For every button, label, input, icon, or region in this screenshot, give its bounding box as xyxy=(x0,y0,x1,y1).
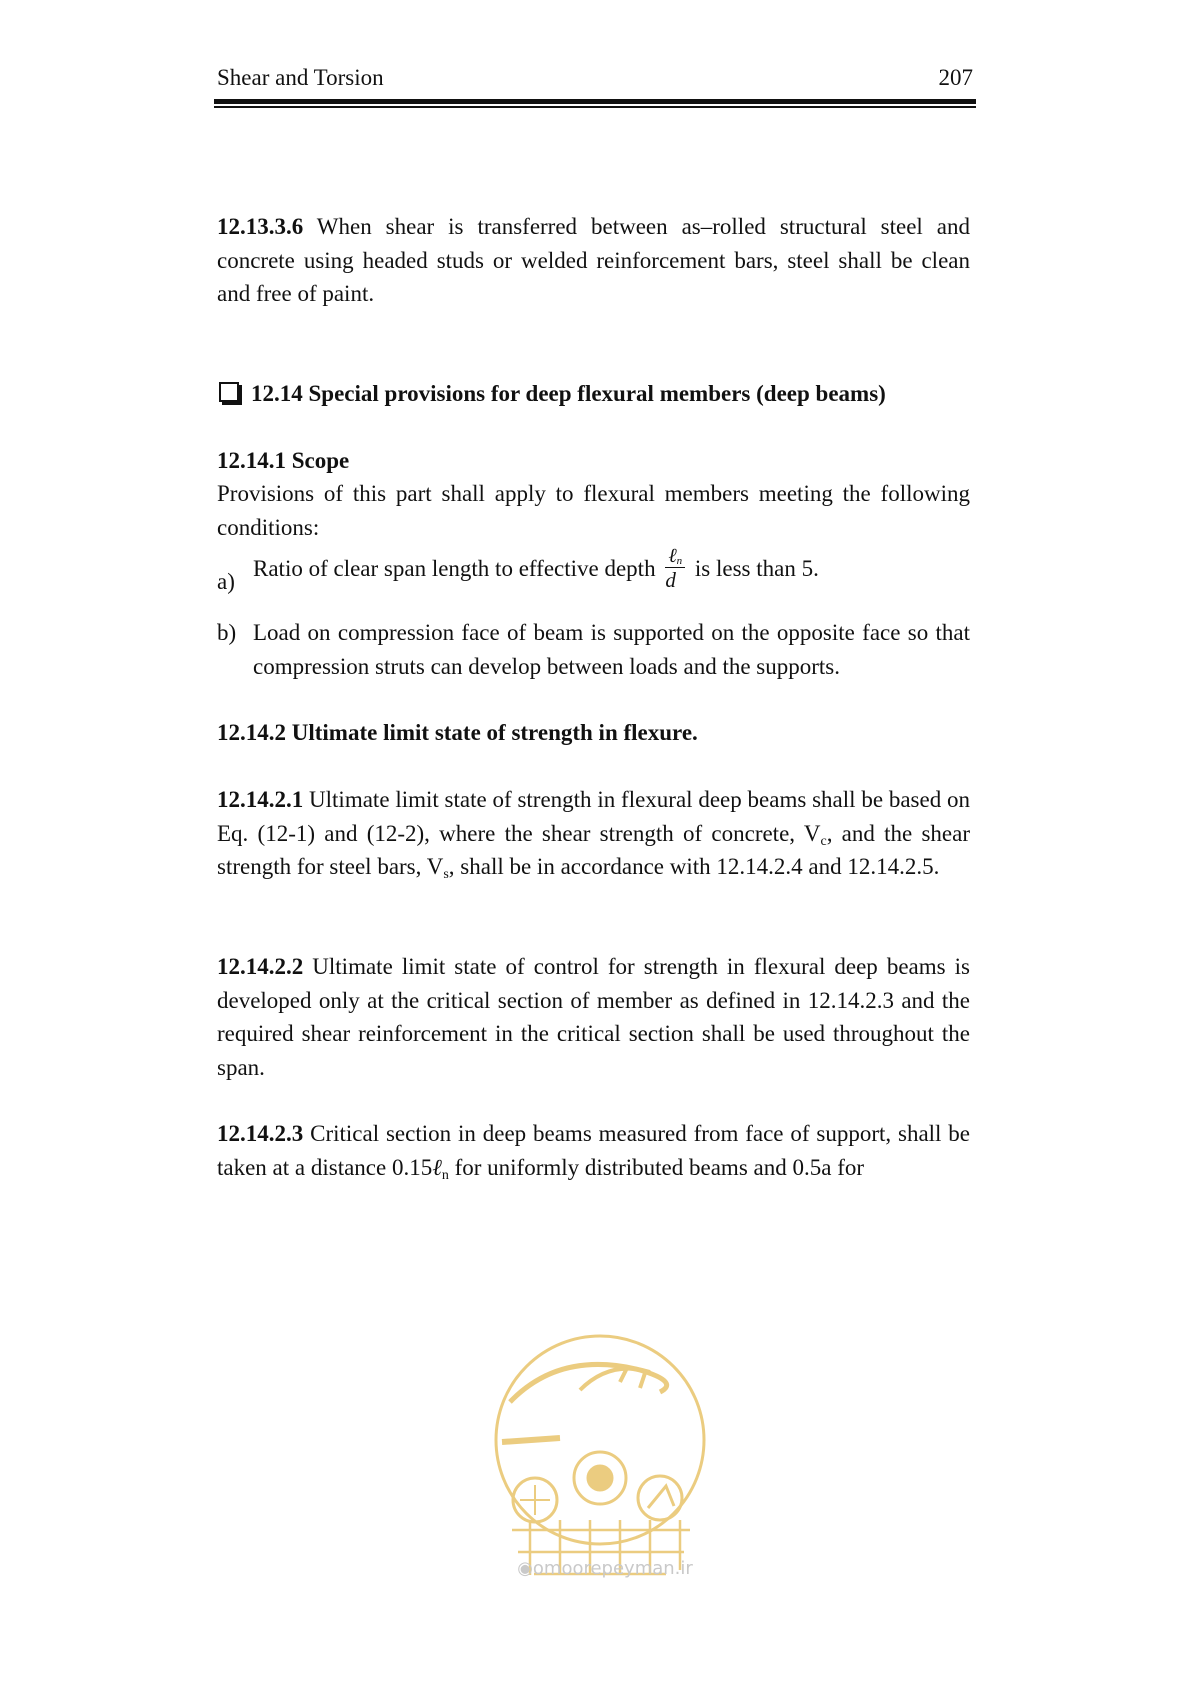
running-header xyxy=(217,64,973,100)
section-heading-12-14 xyxy=(217,377,977,410)
subsection-heading-12-14-1: 12.14.1 Scope xyxy=(217,448,350,473)
scope-intro: Provisions of this part shall apply to flexural members meeting the following conditions: xyxy=(217,481,970,540)
chapter-title: Shear and Torsion xyxy=(217,65,384,90)
globe-icon: ◉ xyxy=(517,1558,533,1579)
watermark-logo xyxy=(490,1330,710,1580)
subsection-heading-12-14-2: 12.14.2 Ultimate limit state of strength in flexure. xyxy=(217,720,698,745)
page-number: 207 xyxy=(938,65,973,90)
clause-ref: 12.14.2.1 xyxy=(217,787,304,812)
clause-ref: 12.14.2.3 xyxy=(217,1121,304,1146)
clause-ref: 12.14.2.2 xyxy=(217,954,304,979)
watermark-caption: ◉omoorepeyman.ir xyxy=(517,1558,693,1579)
list-marker: a) xyxy=(217,569,235,594)
ln-over-d-fraction xyxy=(665,545,685,592)
paragraph-12-14-2-3: 12.14.2.3 Critical section in deep beams measured from face of support, shall be taken at a distance 0.15ℓ$_n$ for uniformly distributed beams and 0.5a for xyxy=(217,1121,971,1183)
paragraph-12-14-2-2 xyxy=(217,950,970,1084)
clause-text: Ultimate limit state of control for strength in flexural deep beams is developed only at the critical section of member as defined in 12.14.2.3 and the required shear reinforcement in the critical section shall be used throughout the span. xyxy=(217,954,970,1080)
checkbox-bullet-icon xyxy=(219,382,239,402)
paragraph-12-13-3-6 xyxy=(217,210,970,311)
paragraph-12-14-2-1: 12.14.2.1 Ultimate limit state of strength in flexural deep beams shall be based on Eq. (12-1) and (12-2), where the shear strength of concrete, $V_c$, and the shear strength for steel bars, $V_s$, shall be in accordance with 12.14.2.4 and 12.14.2.5. xyxy=(217,787,970,882)
section-heading-text: 12.14 Special provisions for deep flexural members (deep beams) xyxy=(251,381,886,406)
fraction-denominator: d xyxy=(665,568,676,592)
list-item-b-text: Load on compression face of beam is supported on the opposite face so that compression struts can develop between loads and the supports. xyxy=(253,620,970,679)
list-item-a-text-before: Ratio of clear span length to effective depth xyxy=(253,555,656,581)
list-item-a-body xyxy=(253,547,970,594)
header-rule-thick xyxy=(214,99,976,104)
clause-ref: 12.13.3.6 xyxy=(217,214,304,239)
list-marker: b) xyxy=(217,620,237,645)
fraction-numerator: ℓ$_n$ xyxy=(665,545,685,568)
header-rule-thin xyxy=(214,106,976,108)
clause-text: When shear is transferred between as–rolled structural steel and concrete using headed studs or welded reinforcement bars, steel shall be clean and free of paint. xyxy=(217,214,970,306)
list-item-a-text-after: is less than 5. xyxy=(694,555,819,581)
